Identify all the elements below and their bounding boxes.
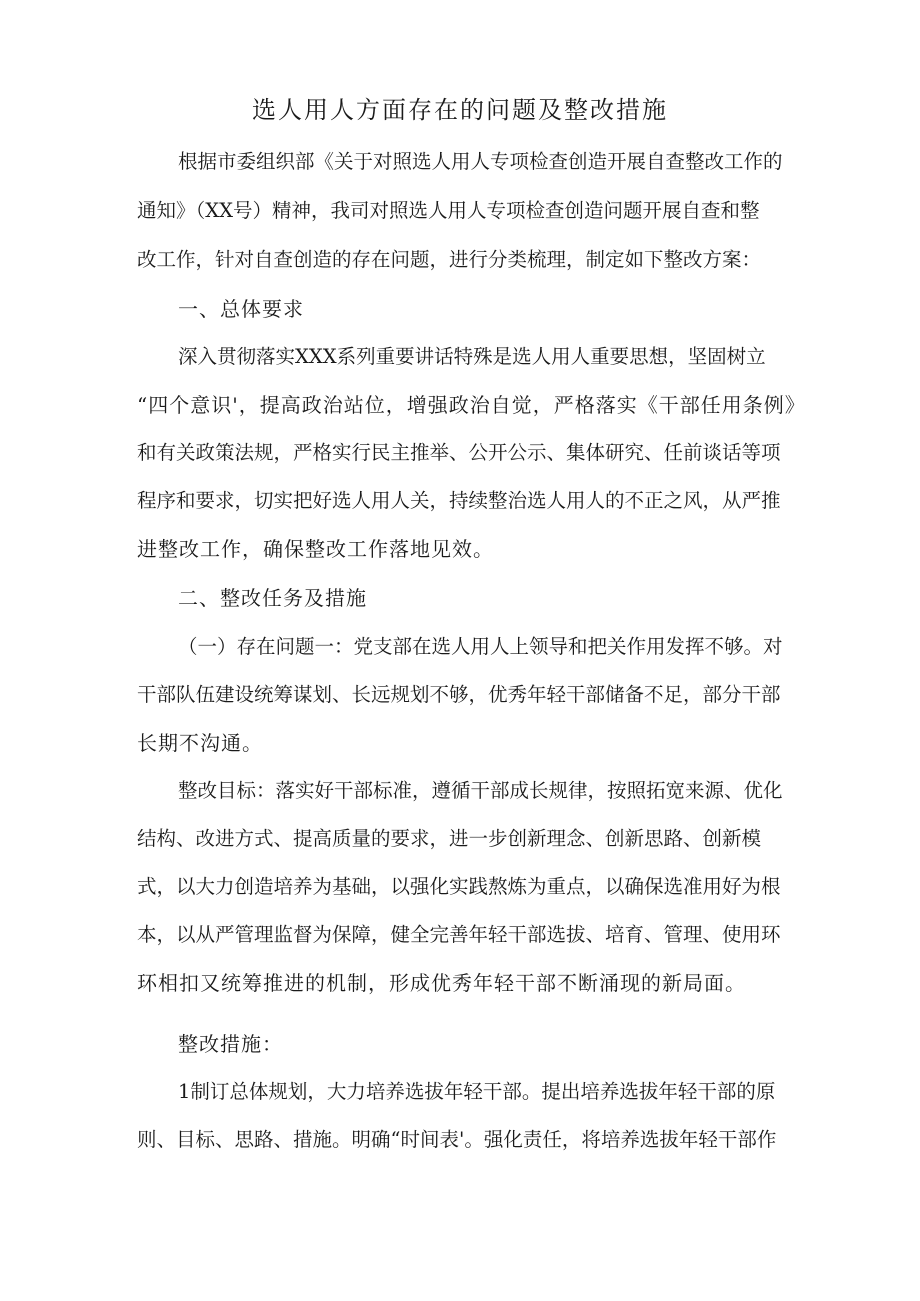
paragraph-line: 长期不沟通。 xyxy=(137,731,263,755)
paragraph-line: 则、目标、思路、措施。明确“时间表'。强化责任，将培养选拔年轻干部作 xyxy=(137,1128,777,1151)
paragraph-line: 结构、改进方式、提高质量的要求，进一步创新理念、创新思路、创新模 xyxy=(137,827,762,850)
paragraph-line: 环相扣又统筹推进的机制，形成优秀年轻干部不断涌现的新局面。 xyxy=(137,971,746,995)
paragraph-line: 程序和要求，切实把好选人用人关，持续整治选人用人的不正之风，从严推 xyxy=(137,489,781,512)
paragraph-line: 根据市委组织部《关于对照选人用人专项检查创造开展自查整改工作的 xyxy=(178,150,783,173)
section-heading: 整改措施： xyxy=(178,1032,283,1056)
paragraph-line: 干部队伍建设统筹谋划、长远规划不够，优秀年轻干部储备不足，部分干部 xyxy=(137,683,781,706)
paragraph-line: 1制订总体规划，大力培养选拔年轻干部。提出培养选拔年轻干部的原 xyxy=(178,1080,776,1103)
paragraph-line: 深入贯彻落实XXX系列重要讲话特殊是选人用人重要思想，坚固树立 xyxy=(178,345,766,368)
paragraph-line: 进整改工作，确保整改工作落地见效。 xyxy=(137,537,494,561)
document-title: 选人用人方面存在的问题及整改措施 xyxy=(252,96,668,124)
paragraph-line: 本，以从严管理监督为保障，健全完善年轻干部选拔、培育、管理、使用环 xyxy=(137,923,781,946)
paragraph-line: 式，以大力创造培养为基础，以强化实践熬炼为重点，以确保选准用好为根 xyxy=(137,875,781,898)
paragraph-line: “四个意识'，提高政治站位，增强政治自觉，严格落实《干部任用条例》 xyxy=(137,393,806,417)
section-heading: 二、整改任务及措施 xyxy=(178,586,367,610)
paragraph-line: （一）存在问题一：党支部在选人用人上领导和把关作用发挥不够。对 xyxy=(178,635,783,658)
paragraph-line: 整改目标：落实好干部标准，遵循干部成长规律，按照拓宽来源、优化 xyxy=(178,779,783,802)
section-heading: 一、总体要求 xyxy=(178,297,304,321)
paragraph-line: 改工作，针对自查创造的存在问题，进行分类梳理，制定如下整改方案： xyxy=(137,248,762,271)
paragraph-line: 通知》（XX号）精神，我司对照选人用人专项检查创造问题开展自查和整 xyxy=(137,199,760,222)
paragraph-line: 和有关政策法规，严格实行民主推举、公开公示、集体研究、任前谈话等项 xyxy=(137,441,781,464)
